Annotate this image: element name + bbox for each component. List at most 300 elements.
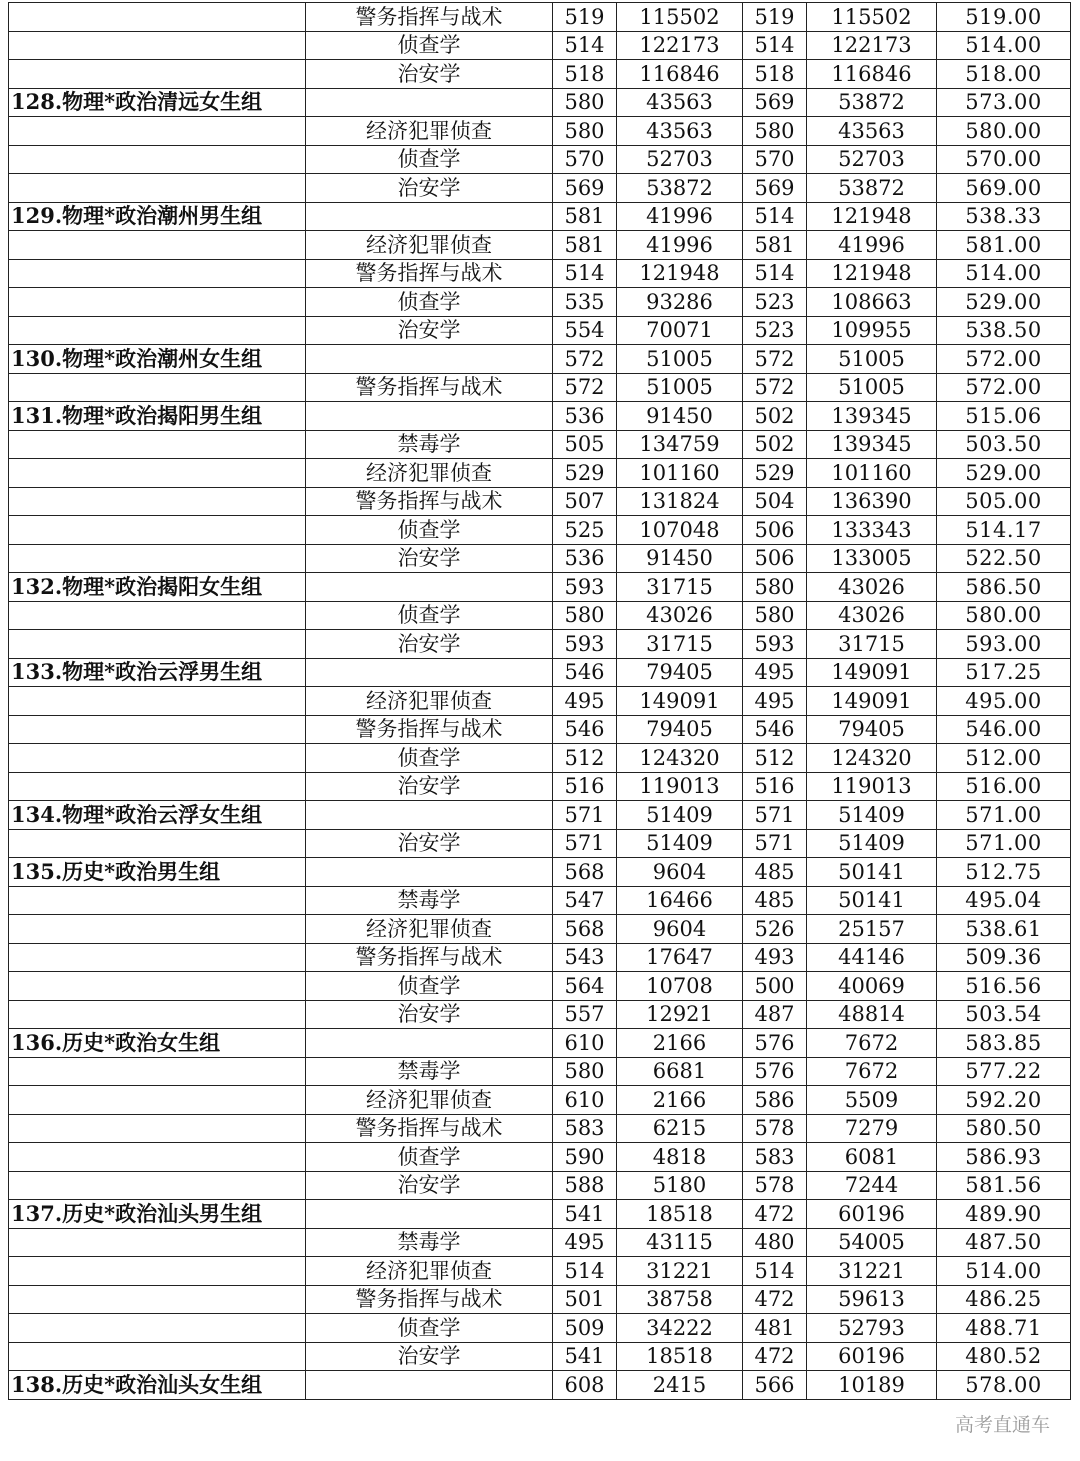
major-name-cell [306, 202, 553, 231]
max-rank-cell: 9604 [617, 858, 743, 887]
max-rank-cell: 91450 [617, 544, 743, 573]
min-rank-cell: 60196 [807, 1200, 937, 1229]
table-row [9, 1086, 1071, 1115]
group-name-cell [9, 373, 306, 402]
max-score-cell: 572 [553, 345, 617, 374]
avg-score-cell: 514.00 [937, 259, 1071, 288]
group-row [9, 1371, 1071, 1400]
min-score-cell: 485 [743, 886, 807, 915]
max-rank-cell: 93286 [617, 288, 743, 317]
min-score-cell: 571 [743, 829, 807, 858]
table-row [9, 31, 1071, 60]
min-rank-cell: 53872 [807, 174, 937, 203]
group-name-cell [9, 1000, 306, 1029]
table-row [9, 1285, 1071, 1314]
max-rank-cell: 41996 [617, 231, 743, 260]
table-row [9, 772, 1071, 801]
max-score-cell: 580 [553, 601, 617, 630]
avg-score-cell: 572.00 [937, 373, 1071, 402]
min-score-cell: 472 [743, 1285, 807, 1314]
max-score-cell: 581 [553, 202, 617, 231]
max-rank-cell: 18518 [617, 1200, 743, 1229]
group-name-cell: 129.物理*政治潮州男生组 [9, 202, 306, 231]
max-rank-cell: 51005 [617, 373, 743, 402]
max-score-cell: 571 [553, 829, 617, 858]
avg-score-cell: 586.93 [937, 1143, 1071, 1172]
min-rank-cell: 54005 [807, 1228, 937, 1257]
group-name-cell [9, 915, 306, 944]
group-name-cell [9, 459, 306, 488]
min-rank-cell: 7279 [807, 1114, 937, 1143]
group-name-cell [9, 972, 306, 1001]
watermark-text: 高考直通车 [954, 1414, 1050, 1436]
max-score-cell: 593 [553, 630, 617, 659]
table-row [9, 715, 1071, 744]
min-rank-cell: 6081 [807, 1143, 937, 1172]
major-name-cell: 警务指挥与战术 [306, 1114, 553, 1143]
group-name-cell: 131.物理*政治揭阳男生组 [9, 402, 306, 431]
max-score-cell: 580 [553, 1057, 617, 1086]
major-name-cell: 侦查学 [306, 744, 553, 773]
table-row [9, 430, 1071, 459]
max-rank-cell: 116846 [617, 60, 743, 89]
min-rank-cell: 10189 [807, 1371, 937, 1400]
avg-score-cell: 515.06 [937, 402, 1071, 431]
avg-score-cell: 503.50 [937, 430, 1071, 459]
min-rank-cell: 31221 [807, 1257, 937, 1286]
min-score-cell: 580 [743, 117, 807, 146]
avg-score-cell: 516.56 [937, 972, 1071, 1001]
max-score-cell: 572 [553, 373, 617, 402]
group-name-cell [9, 174, 306, 203]
table-row [9, 1000, 1071, 1029]
group-name-cell [9, 145, 306, 174]
group-name-cell [9, 943, 306, 972]
table-row [9, 1143, 1071, 1172]
max-score-cell: 564 [553, 972, 617, 1001]
group-name-cell [9, 1143, 306, 1172]
max-score-cell: 536 [553, 544, 617, 573]
max-rank-cell: 43563 [617, 88, 743, 117]
max-score-cell: 568 [553, 858, 617, 887]
major-name-cell [306, 402, 553, 431]
min-score-cell: 514 [743, 1257, 807, 1286]
table-row [9, 1257, 1071, 1286]
avg-score-cell: 489.90 [937, 1200, 1071, 1229]
min-score-cell: 576 [743, 1057, 807, 1086]
group-name-cell [9, 1228, 306, 1257]
max-rank-cell: 51409 [617, 801, 743, 830]
avg-score-cell: 512.75 [937, 858, 1071, 887]
avg-score-cell: 586.50 [937, 573, 1071, 602]
major-name-cell [306, 1371, 553, 1400]
min-rank-cell: 7672 [807, 1029, 937, 1058]
max-score-cell: 581 [553, 231, 617, 260]
max-score-cell: 514 [553, 259, 617, 288]
group-name-cell [9, 886, 306, 915]
min-score-cell: 580 [743, 573, 807, 602]
table-row [9, 972, 1071, 1001]
max-score-cell: 580 [553, 117, 617, 146]
major-name-cell: 经济犯罪侦查 [306, 915, 553, 944]
avg-score-cell: 512.00 [937, 744, 1071, 773]
max-score-cell: 514 [553, 1257, 617, 1286]
max-score-cell: 610 [553, 1029, 617, 1058]
min-score-cell: 523 [743, 288, 807, 317]
max-rank-cell: 31715 [617, 630, 743, 659]
min-score-cell: 506 [743, 544, 807, 573]
max-rank-cell: 43563 [617, 117, 743, 146]
max-rank-cell: 53872 [617, 174, 743, 203]
max-score-cell: 509 [553, 1314, 617, 1343]
max-rank-cell: 5180 [617, 1171, 743, 1200]
max-score-cell: 608 [553, 1371, 617, 1400]
min-rank-cell: 149091 [807, 658, 937, 687]
max-rank-cell: 6215 [617, 1114, 743, 1143]
min-rank-cell: 51409 [807, 829, 937, 858]
avg-score-cell: 514.00 [937, 31, 1071, 60]
min-rank-cell: 51005 [807, 345, 937, 374]
table-row [9, 117, 1071, 146]
min-score-cell: 581 [743, 231, 807, 260]
min-score-cell: 578 [743, 1171, 807, 1200]
max-rank-cell: 18518 [617, 1342, 743, 1371]
major-name-cell [306, 658, 553, 687]
max-rank-cell: 10708 [617, 972, 743, 1001]
max-score-cell: 541 [553, 1342, 617, 1371]
table-row [9, 544, 1071, 573]
major-name-cell: 治安学 [306, 630, 553, 659]
group-row [9, 658, 1071, 687]
group-name-cell [9, 544, 306, 573]
major-name-cell: 经济犯罪侦查 [306, 117, 553, 146]
max-rank-cell: 91450 [617, 402, 743, 431]
major-name-cell: 警务指挥与战术 [306, 259, 553, 288]
table-row [9, 1314, 1071, 1343]
min-score-cell: 506 [743, 516, 807, 545]
avg-score-cell: 495.00 [937, 687, 1071, 716]
major-name-cell: 侦查学 [306, 601, 553, 630]
max-score-cell: 547 [553, 886, 617, 915]
group-name-cell [9, 117, 306, 146]
max-rank-cell: 34222 [617, 1314, 743, 1343]
max-score-cell: 516 [553, 772, 617, 801]
avg-score-cell: 571.00 [937, 829, 1071, 858]
min-score-cell: 526 [743, 915, 807, 944]
table-row [9, 259, 1071, 288]
min-rank-cell: 25157 [807, 915, 937, 944]
group-name-cell [9, 288, 306, 317]
group-name-cell: 137.历史*政治汕头男生组 [9, 1200, 306, 1229]
table-row [9, 516, 1071, 545]
avg-score-cell: 480.52 [937, 1342, 1071, 1371]
major-name-cell [306, 573, 553, 602]
major-name-cell [306, 801, 553, 830]
group-name-cell [9, 601, 306, 630]
max-score-cell: 529 [553, 459, 617, 488]
table-row [9, 174, 1071, 203]
min-score-cell: 576 [743, 1029, 807, 1058]
major-name-cell: 治安学 [306, 544, 553, 573]
min-score-cell: 571 [743, 801, 807, 830]
max-rank-cell: 38758 [617, 1285, 743, 1314]
table-row [9, 687, 1071, 716]
avg-score-cell: 572.00 [937, 345, 1071, 374]
group-name-cell: 134.物理*政治云浮女生组 [9, 801, 306, 830]
min-rank-cell: 119013 [807, 772, 937, 801]
table-row [9, 915, 1071, 944]
major-name-cell: 侦查学 [306, 288, 553, 317]
avg-score-cell: 514.17 [937, 516, 1071, 545]
min-score-cell: 504 [743, 487, 807, 516]
avg-score-cell: 516.00 [937, 772, 1071, 801]
avg-score-cell: 488.71 [937, 1314, 1071, 1343]
group-name-cell [9, 1114, 306, 1143]
max-score-cell: 588 [553, 1171, 617, 1200]
avg-score-cell: 495.04 [937, 886, 1071, 915]
table-row [9, 288, 1071, 317]
min-score-cell: 518 [743, 60, 807, 89]
group-name-cell [9, 687, 306, 716]
table-row [9, 459, 1071, 488]
major-name-cell: 经济犯罪侦查 [306, 1086, 553, 1115]
avg-score-cell: 538.61 [937, 915, 1071, 944]
group-name-cell [9, 1086, 306, 1115]
major-name-cell: 经济犯罪侦查 [306, 459, 553, 488]
min-score-cell: 485 [743, 858, 807, 887]
major-name-cell: 治安学 [306, 1171, 553, 1200]
score-table-sheet [8, 2, 1070, 1400]
max-rank-cell: 9604 [617, 915, 743, 944]
max-rank-cell: 115502 [617, 3, 743, 32]
major-name-cell: 禁毒学 [306, 430, 553, 459]
min-score-cell: 569 [743, 174, 807, 203]
max-rank-cell: 31715 [617, 573, 743, 602]
max-rank-cell: 122173 [617, 31, 743, 60]
min-rank-cell: 41996 [807, 231, 937, 260]
group-name-cell [9, 715, 306, 744]
major-name-cell: 治安学 [306, 772, 553, 801]
max-score-cell: 569 [553, 174, 617, 203]
min-score-cell: 514 [743, 31, 807, 60]
major-name-cell: 禁毒学 [306, 1057, 553, 1086]
avg-score-cell: 487.50 [937, 1228, 1071, 1257]
avg-score-cell: 583.85 [937, 1029, 1071, 1058]
min-score-cell: 512 [743, 744, 807, 773]
avg-score-cell: 514.00 [937, 1257, 1071, 1286]
max-score-cell: 519 [553, 3, 617, 32]
major-name-cell [306, 1029, 553, 1058]
min-score-cell: 546 [743, 715, 807, 744]
group-row [9, 1200, 1071, 1229]
major-name-cell: 经济犯罪侦查 [306, 687, 553, 716]
avg-score-cell: 581.56 [937, 1171, 1071, 1200]
max-score-cell: 512 [553, 744, 617, 773]
min-rank-cell: 59613 [807, 1285, 937, 1314]
min-rank-cell: 124320 [807, 744, 937, 773]
max-rank-cell: 79405 [617, 715, 743, 744]
min-score-cell: 578 [743, 1114, 807, 1143]
avg-score-cell: 573.00 [937, 88, 1071, 117]
group-name-cell [9, 31, 306, 60]
max-score-cell: 580 [553, 88, 617, 117]
avg-score-cell: 571.00 [937, 801, 1071, 830]
min-score-cell: 502 [743, 430, 807, 459]
min-score-cell: 502 [743, 402, 807, 431]
group-row [9, 202, 1071, 231]
max-score-cell: 590 [553, 1143, 617, 1172]
min-rank-cell: 79405 [807, 715, 937, 744]
avg-score-cell: 538.50 [937, 316, 1071, 345]
max-rank-cell: 17647 [617, 943, 743, 972]
avg-score-cell: 580.50 [937, 1114, 1071, 1143]
min-score-cell: 500 [743, 972, 807, 1001]
group-name-cell [9, 316, 306, 345]
min-rank-cell: 121948 [807, 202, 937, 231]
major-name-cell: 警务指挥与战术 [306, 373, 553, 402]
max-score-cell: 571 [553, 801, 617, 830]
group-name-cell: 133.物理*政治云浮男生组 [9, 658, 306, 687]
group-name-cell [9, 630, 306, 659]
major-name-cell: 警务指挥与战术 [306, 943, 553, 972]
min-score-cell: 514 [743, 202, 807, 231]
min-score-cell: 493 [743, 943, 807, 972]
max-rank-cell: 51409 [617, 829, 743, 858]
max-score-cell: 518 [553, 60, 617, 89]
max-rank-cell: 31221 [617, 1257, 743, 1286]
group-name-cell [9, 1057, 306, 1086]
max-score-cell: 570 [553, 145, 617, 174]
avg-score-cell: 509.36 [937, 943, 1071, 972]
min-rank-cell: 48814 [807, 1000, 937, 1029]
major-name-cell [306, 345, 553, 374]
table-row [9, 231, 1071, 260]
max-score-cell: 495 [553, 1228, 617, 1257]
min-rank-cell: 133343 [807, 516, 937, 545]
max-rank-cell: 51005 [617, 345, 743, 374]
avg-score-cell: 519.00 [937, 3, 1071, 32]
major-name-cell: 经济犯罪侦查 [306, 1257, 553, 1286]
min-rank-cell: 108663 [807, 288, 937, 317]
group-row [9, 858, 1071, 887]
group-name-cell [9, 516, 306, 545]
table-row [9, 1342, 1071, 1371]
max-rank-cell: 119013 [617, 772, 743, 801]
table-row [9, 487, 1071, 516]
major-name-cell: 治安学 [306, 1000, 553, 1029]
group-row [9, 801, 1071, 830]
max-score-cell: 546 [553, 715, 617, 744]
max-score-cell: 568 [553, 915, 617, 944]
min-rank-cell: 50141 [807, 886, 937, 915]
min-score-cell: 529 [743, 459, 807, 488]
min-rank-cell: 133005 [807, 544, 937, 573]
max-score-cell: 514 [553, 31, 617, 60]
max-rank-cell: 131824 [617, 487, 743, 516]
min-score-cell: 566 [743, 1371, 807, 1400]
min-score-cell: 487 [743, 1000, 807, 1029]
max-rank-cell: 134759 [617, 430, 743, 459]
group-name-cell [9, 772, 306, 801]
min-rank-cell: 53872 [807, 88, 937, 117]
min-rank-cell: 139345 [807, 402, 937, 431]
avg-score-cell: 570.00 [937, 145, 1071, 174]
max-score-cell: 505 [553, 430, 617, 459]
group-name-cell [9, 829, 306, 858]
group-name-cell [9, 1285, 306, 1314]
group-name-cell [9, 430, 306, 459]
table-row [9, 145, 1071, 174]
group-name-cell [9, 3, 306, 32]
group-row [9, 573, 1071, 602]
avg-score-cell: 486.25 [937, 1285, 1071, 1314]
major-name-cell [306, 858, 553, 887]
major-name-cell: 治安学 [306, 60, 553, 89]
max-score-cell: 507 [553, 487, 617, 516]
avg-score-cell: 580.00 [937, 117, 1071, 146]
group-name-cell: 130.物理*政治潮州女生组 [9, 345, 306, 374]
major-name-cell: 治安学 [306, 316, 553, 345]
max-rank-cell: 124320 [617, 744, 743, 773]
major-name-cell: 警务指挥与战术 [306, 1285, 553, 1314]
table-row [9, 601, 1071, 630]
min-score-cell: 516 [743, 772, 807, 801]
major-name-cell [306, 1200, 553, 1229]
max-rank-cell: 4818 [617, 1143, 743, 1172]
max-rank-cell: 101160 [617, 459, 743, 488]
min-rank-cell: 52703 [807, 145, 937, 174]
min-rank-cell: 7244 [807, 1171, 937, 1200]
max-score-cell: 610 [553, 1086, 617, 1115]
table-row [9, 829, 1071, 858]
group-name-cell [9, 1342, 306, 1371]
major-name-cell: 禁毒学 [306, 1228, 553, 1257]
min-rank-cell: 40069 [807, 972, 937, 1001]
max-score-cell: 543 [553, 943, 617, 972]
max-rank-cell: 2166 [617, 1029, 743, 1058]
avg-score-cell: 546.00 [937, 715, 1071, 744]
max-rank-cell: 70071 [617, 316, 743, 345]
group-name-cell [9, 60, 306, 89]
table-row [9, 744, 1071, 773]
max-score-cell: 583 [553, 1114, 617, 1143]
table-row [9, 1057, 1071, 1086]
table-row [9, 943, 1071, 972]
min-score-cell: 519 [743, 3, 807, 32]
major-name-cell: 警务指挥与战术 [306, 487, 553, 516]
min-rank-cell: 50141 [807, 858, 937, 887]
min-score-cell: 593 [743, 630, 807, 659]
avg-score-cell: 577.22 [937, 1057, 1071, 1086]
min-rank-cell: 43026 [807, 601, 937, 630]
max-rank-cell: 79405 [617, 658, 743, 687]
major-name-cell: 侦查学 [306, 31, 553, 60]
max-rank-cell: 12921 [617, 1000, 743, 1029]
major-name-cell: 侦查学 [306, 972, 553, 1001]
max-score-cell: 554 [553, 316, 617, 345]
avg-score-cell: 578.00 [937, 1371, 1071, 1400]
group-name-cell [9, 1257, 306, 1286]
table-row [9, 886, 1071, 915]
major-name-cell: 侦查学 [306, 516, 553, 545]
min-score-cell: 580 [743, 601, 807, 630]
min-rank-cell: 101160 [807, 459, 937, 488]
avg-score-cell: 518.00 [937, 60, 1071, 89]
max-score-cell: 501 [553, 1285, 617, 1314]
group-name-cell: 128.物理*政治清远女生组 [9, 88, 306, 117]
group-name-cell [9, 1171, 306, 1200]
min-score-cell: 472 [743, 1200, 807, 1229]
